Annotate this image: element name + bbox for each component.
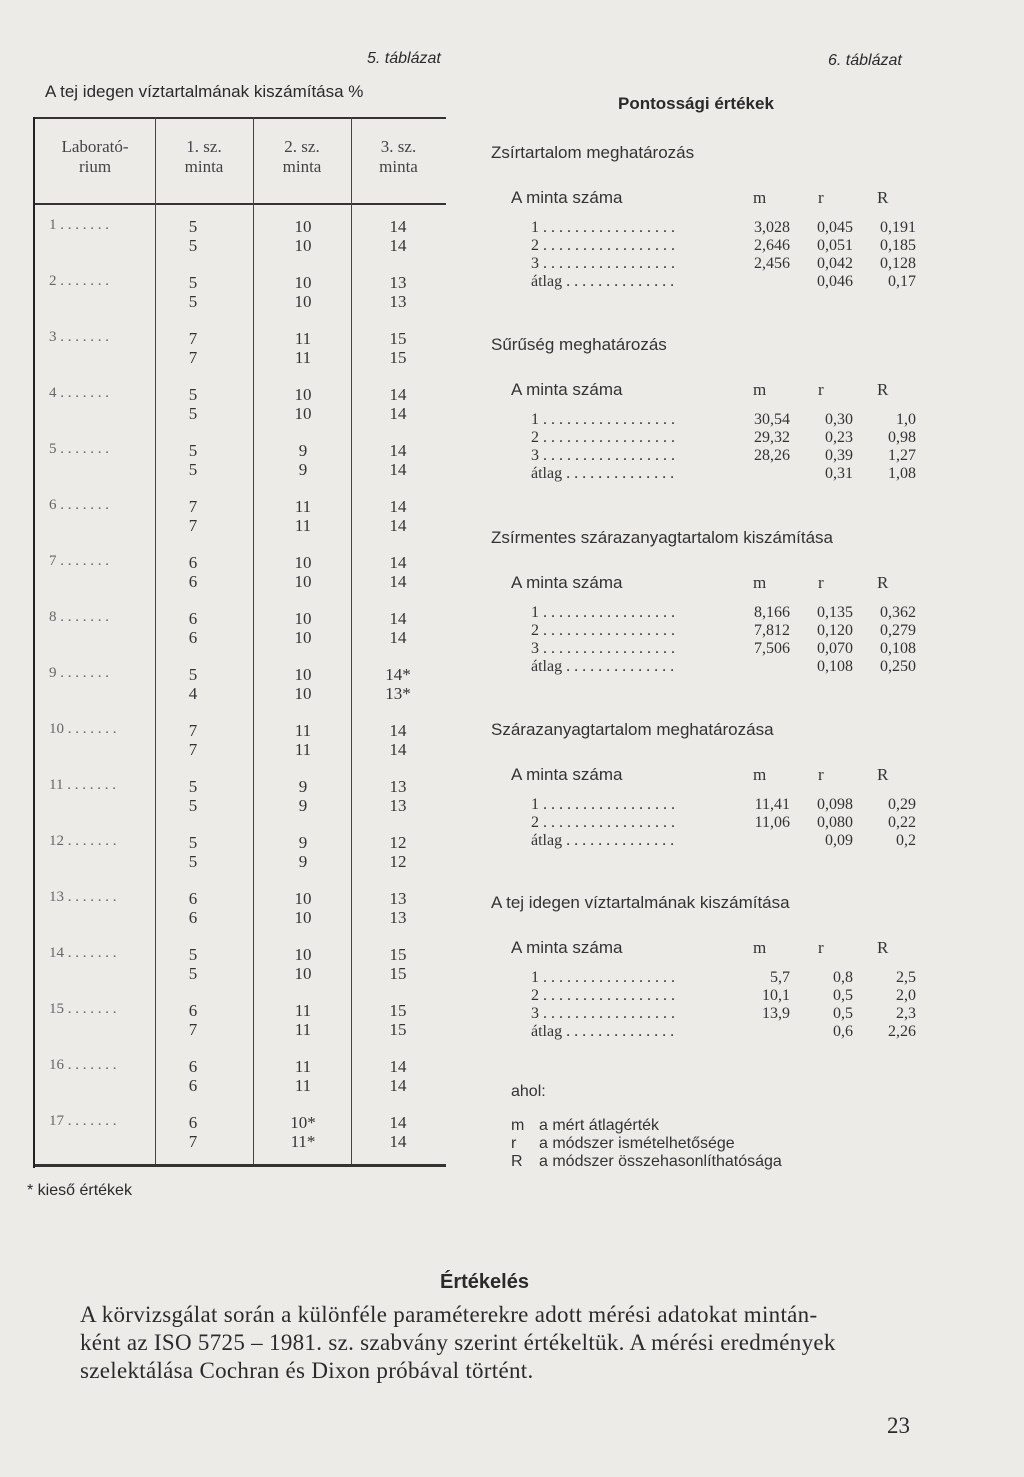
evaluation-title: Értékelés (440, 1271, 529, 1293)
cell-s2: 11 (294, 1057, 312, 1076)
col-header-r: r (818, 938, 824, 957)
cell-R: 0,191 (880, 219, 916, 236)
lab-label: 6 . . . . . . . (49, 497, 109, 513)
legend-text: a módszer összehasonlíthatósága (539, 1153, 782, 1170)
cell-s2: 11 (294, 329, 312, 348)
header-s1-line2: minta (184, 157, 224, 176)
lab-label: 16 . . . . . . . (49, 1057, 117, 1073)
cell-r: 0,042 (817, 255, 853, 272)
header-s1-line1: 1. sz. (186, 137, 222, 156)
cell-s3: 14 (389, 553, 407, 572)
cell-R: 0,362 (880, 604, 916, 621)
cell-s3: 14* (385, 665, 411, 684)
legend-symbol: R (511, 1153, 523, 1170)
row-label: 1 . . . . . . . . . . . . . . . . . (531, 219, 675, 236)
cell-s1: 5 (188, 292, 198, 311)
cell-m: 28,26 (754, 447, 790, 464)
cell-s2: 10 (294, 665, 312, 684)
cell-s1: 7 (188, 329, 198, 348)
header-s2-line2: minta (282, 157, 322, 176)
lab-label: 13 . . . . . . . (49, 889, 117, 905)
lab-label: 15 . . . . . . . (49, 1001, 117, 1017)
cell-r: 0,5 (833, 987, 853, 1004)
cell-s2: 11 (294, 1001, 312, 1020)
lab-label: 11 . . . . . . . (49, 777, 116, 793)
lab-label: 4 . . . . . . . (49, 385, 109, 401)
row-label: 2 . . . . . . . . . . . . . . . . . (531, 237, 675, 254)
cell-r: 0,5 (833, 1005, 853, 1022)
cell-r: 0,045 (817, 219, 853, 236)
cell-s1: 6 (188, 889, 198, 908)
row-label: 1 . . . . . . . . . . . . . . . . . (531, 604, 675, 621)
cell-s1: 6 (188, 1113, 198, 1132)
cell-s2: 9 (298, 852, 308, 871)
cell-s1: 5 (188, 404, 198, 423)
table5-footnote: * kieső értékek (27, 1182, 132, 1199)
col-header-r: r (818, 188, 824, 207)
cell-s3: 14 (389, 236, 407, 255)
cell-s2: 10 (294, 609, 312, 628)
cell-s1: 6 (188, 572, 198, 591)
cell-r: 0,120 (817, 622, 853, 639)
cell-s1: 7 (188, 516, 198, 535)
evaluation-line-3: szelektálása Cochran és Dixon próbával történt. (80, 1358, 534, 1383)
col-header-r: r (818, 380, 824, 399)
col-header-R: R (877, 765, 889, 784)
table5 (33, 117, 446, 1168)
col-header-m: m (753, 938, 767, 957)
cell-s1: 6 (188, 1001, 198, 1020)
table5-top-rule (33, 117, 446, 119)
row-label: 2 . . . . . . . . . . . . . . . . . (531, 622, 675, 639)
cell-s3: 14 (389, 1113, 407, 1132)
cell-r: 0,080 (817, 814, 853, 831)
cell-s1: 5 (188, 217, 198, 236)
section-title: Sűrűség meghatározás (491, 335, 667, 354)
row-label: 1 . . . . . . . . . . . . . . . . . (531, 411, 675, 428)
cell-s2: 9 (298, 777, 308, 796)
cell-s3: 15 (389, 348, 407, 367)
lab-label: 9 . . . . . . . (49, 665, 109, 681)
table5-col-divider-1 (155, 117, 156, 1164)
cell-m: 7,812 (754, 622, 790, 639)
cell-r: 0,051 (817, 237, 853, 254)
cell-m: 11,06 (754, 814, 790, 831)
cell-s3: 14 (389, 385, 407, 404)
lab-label: 7 . . . . . . . (49, 553, 109, 569)
row-label: 1 . . . . . . . . . . . . . . . . . (531, 969, 675, 986)
cell-s1: 6 (188, 628, 198, 647)
header-lab-line2: rium (78, 157, 112, 176)
cell-s1: 5 (188, 833, 198, 852)
lab-label: 3 . . . . . . . (49, 329, 109, 345)
cell-s1: 7 (188, 497, 198, 516)
cell-R: 0,2 (896, 832, 916, 849)
cell-s1: 5 (188, 796, 198, 815)
cell-s1: 5 (188, 665, 198, 684)
cell-m: 2,456 (754, 255, 790, 272)
cell-s2: 9 (298, 460, 308, 479)
col-header-R: R (877, 938, 889, 957)
cell-s1: 5 (188, 273, 198, 292)
cell-s2: 10 (294, 236, 312, 255)
col-header-r: r (818, 765, 824, 784)
col-header-m: m (753, 765, 767, 784)
cell-R: 0,185 (880, 237, 916, 254)
cell-s1: 4 (188, 684, 198, 703)
header-s3-line2: minta (379, 157, 418, 176)
legend-intro: ahol: (511, 1083, 546, 1100)
cell-R: 0,279 (880, 622, 916, 639)
cell-s3: 14 (389, 441, 407, 460)
cell-s2: 11 (294, 348, 312, 367)
cell-s1: 6 (188, 609, 198, 628)
cell-s2: 9 (298, 833, 308, 852)
cell-s1: 5 (188, 236, 198, 255)
cell-s3: 13 (389, 777, 407, 796)
cell-s1: 5 (188, 777, 198, 796)
cell-s1: 6 (188, 1076, 198, 1095)
col-header-R: R (877, 573, 889, 592)
header-s3-line1: 3. sz. (380, 137, 417, 156)
lab-label: 8 . . . . . . . (49, 609, 109, 625)
cell-s3: 14 (389, 740, 407, 759)
section-title: A tej idegen víztartalmának kiszámítása (491, 893, 790, 912)
cell-s3: 12 (389, 833, 407, 852)
cell-m: 11,41 (754, 796, 790, 813)
cell-s3: 13* (385, 684, 411, 703)
cell-s2: 11 (294, 1076, 312, 1095)
cell-s2: 10 (294, 385, 312, 404)
evaluation-line-2: ként az ISO 5725 – 1981. sz. szabvány szerint értékeltük. A mérési eredmények (80, 1330, 836, 1355)
cell-s2: 10 (294, 945, 312, 964)
cell-R: 1,0 (896, 411, 916, 428)
cell-r: 0,6 (833, 1023, 853, 1040)
col-header-sample: A minta száma (511, 938, 623, 957)
cell-s3: 15 (389, 329, 407, 348)
evaluation-line-1: A körvizsgálat során a különféle paraméterekre adott mérési adatokat mintán- (80, 1302, 818, 1327)
cell-s2: 10 (294, 889, 312, 908)
cell-s2: 10 (294, 964, 312, 983)
cell-s2: 10 (294, 628, 312, 647)
cell-s3: 13 (389, 273, 407, 292)
cell-m: 29,32 (754, 429, 790, 446)
cell-r: 0,09 (825, 832, 853, 849)
lab-label: 2 . . . . . . . (49, 273, 109, 289)
row-label: 2 . . . . . . . . . . . . . . . . . (531, 987, 675, 1004)
cell-s3: 14 (389, 404, 407, 423)
table6-title: Pontossági értékek (618, 94, 774, 113)
row-label: átlag . . . . . . . . . . . . . . (531, 658, 675, 675)
cell-m: 7,506 (754, 640, 790, 657)
section-title: Zsírmentes szárazanyagtartalom kiszámítása (491, 528, 834, 547)
cell-s2: 11* (290, 1132, 316, 1151)
table6-caption: 6. táblázat (828, 52, 902, 69)
col-header-r: r (818, 573, 824, 592)
cell-m: 10,1 (762, 987, 790, 1004)
col-header-m: m (753, 573, 767, 592)
cell-s1: 6 (188, 553, 198, 572)
section-title: Zsírtartalom meghatározás (491, 143, 695, 162)
cell-m: 5,7 (770, 969, 790, 986)
cell-r: 0,23 (825, 429, 853, 446)
lab-label: 5 . . . . . . . (49, 441, 109, 457)
cell-m: 8,166 (754, 604, 790, 621)
row-label: 3 . . . . . . . . . . . . . . . . . (531, 1005, 675, 1022)
legend-symbol: m (511, 1117, 525, 1134)
cell-s2: 11 (294, 721, 312, 740)
cell-r: 0,30 (825, 411, 853, 428)
header-sample1 (155, 137, 253, 177)
header-lab (35, 137, 155, 177)
cell-s2: 9 (298, 796, 308, 815)
cell-m: 13,9 (762, 1005, 790, 1022)
cell-s2: 10 (294, 684, 312, 703)
col-header-sample: A minta száma (511, 380, 623, 399)
col-header-R: R (877, 380, 889, 399)
cell-s3: 14 (389, 460, 407, 479)
row-label: 3 . . . . . . . . . . . . . . . . . (531, 447, 675, 464)
cell-R: 0,22 (888, 814, 916, 831)
cell-s3: 14 (389, 1057, 407, 1076)
cell-s2: 10 (294, 292, 312, 311)
cell-s3: 14 (389, 609, 407, 628)
cell-s1: 7 (188, 1020, 198, 1039)
cell-s3: 15 (389, 1001, 407, 1020)
cell-R: 0,108 (880, 640, 916, 657)
row-label: 2 . . . . . . . . . . . . . . . . . (531, 814, 675, 831)
row-label: átlag . . . . . . . . . . . . . . (531, 273, 675, 290)
cell-s1: 5 (188, 385, 198, 404)
lab-label: 17 . . . . . . . (49, 1113, 117, 1129)
table5-caption: 5. táblázat (367, 50, 441, 67)
row-label: 3 . . . . . . . . . . . . . . . . . (531, 255, 675, 272)
cell-s1: 5 (188, 945, 198, 964)
row-label: 2 . . . . . . . . . . . . . . . . . (531, 429, 675, 446)
cell-s2: 9 (298, 441, 308, 460)
cell-s3: 15 (389, 945, 407, 964)
cell-r: 0,108 (817, 658, 853, 675)
col-header-sample: A minta száma (511, 765, 623, 784)
cell-R: 0,98 (888, 429, 916, 446)
cell-R: 2,0 (896, 987, 916, 1004)
row-label: átlag . . . . . . . . . . . . . . (531, 465, 675, 482)
cell-s1: 7 (188, 721, 198, 740)
cell-r: 0,135 (817, 604, 853, 621)
cell-r: 0,098 (817, 796, 853, 813)
table5-title: A tej idegen víztartalmának kiszámítása % (45, 82, 364, 101)
cell-R: 0,17 (888, 273, 916, 290)
cell-s3: 15 (389, 1020, 407, 1039)
row-label: átlag . . . . . . . . . . . . . . (531, 832, 675, 849)
cell-s3: 13 (389, 796, 407, 815)
cell-s2: 10 (294, 273, 312, 292)
header-lab-line1: Laborató- (61, 137, 129, 156)
cell-s3: 14 (389, 1076, 407, 1095)
lab-label: 1 . . . . . . . (49, 217, 109, 233)
header-sample3 (351, 137, 446, 177)
cell-R: 1,27 (888, 447, 916, 464)
table5-col-divider-2 (253, 117, 254, 1164)
cell-s3: 14 (389, 516, 407, 535)
cell-s1: 5 (188, 852, 198, 871)
cell-s2: 10 (294, 217, 312, 236)
cell-s3: 15 (389, 964, 407, 983)
cell-s1: 7 (188, 740, 198, 759)
cell-s1: 5 (188, 441, 198, 460)
cell-r: 0,39 (825, 447, 853, 464)
header-s2-line1: 2. sz. (284, 137, 320, 156)
cell-s2: 10 (294, 572, 312, 591)
lab-label: 12 . . . . . . . (49, 833, 117, 849)
col-header-m: m (753, 380, 767, 399)
cell-s1: 5 (188, 460, 198, 479)
table5-bottom-rule (33, 1164, 446, 1167)
cell-s2: 11 (294, 740, 312, 759)
page-number: 23 (887, 1413, 910, 1438)
col-header-sample: A minta száma (511, 573, 623, 592)
cell-s2: 10 (294, 908, 312, 927)
cell-r: 0,046 (817, 273, 853, 290)
cell-s2: 11 (294, 516, 312, 535)
cell-s3: 14 (389, 628, 407, 647)
legend-text: a módszer ismételhetősége (539, 1135, 735, 1152)
header-sample2 (253, 137, 351, 177)
cell-m: 2,646 (754, 237, 790, 254)
cell-s1: 6 (188, 908, 198, 927)
cell-s3: 13 (389, 292, 407, 311)
legend-symbol: r (511, 1135, 517, 1152)
cell-s3: 12 (389, 852, 407, 871)
cell-R: 0,29 (888, 796, 916, 813)
cell-R: 2,5 (896, 969, 916, 986)
cell-s3: 14 (389, 217, 407, 236)
cell-m: 3,028 (754, 219, 790, 236)
section-title: Szárazanyagtartalom meghatározása (491, 720, 774, 739)
cell-s3: 13 (389, 889, 407, 908)
cell-s2: 11 (294, 497, 312, 516)
cell-s3: 14 (389, 572, 407, 591)
cell-s1: 5 (188, 964, 198, 983)
lab-label: 10 . . . . . . . (49, 721, 117, 737)
cell-r: 0,8 (833, 969, 853, 986)
cell-s1: 7 (188, 1132, 198, 1151)
table5-header-rule (33, 203, 446, 205)
cell-R: 0,250 (880, 658, 916, 675)
cell-s2: 10 (294, 553, 312, 572)
col-header-m: m (753, 188, 767, 207)
lab-label: 14 . . . . . . . (49, 945, 117, 961)
cell-R: 0,128 (880, 255, 916, 272)
cell-s3: 13 (389, 908, 407, 927)
cell-s2: 10* (290, 1113, 316, 1132)
cell-s2: 10 (294, 404, 312, 423)
cell-s1: 7 (188, 348, 198, 367)
col-header-R: R (877, 188, 889, 207)
cell-s3: 14 (389, 1132, 407, 1151)
table5-left-border (33, 117, 35, 1168)
cell-s3: 14 (389, 721, 407, 740)
row-label: átlag . . . . . . . . . . . . . . (531, 1023, 675, 1040)
row-label: 3 . . . . . . . . . . . . . . . . . (531, 640, 675, 657)
cell-R: 2,3 (896, 1005, 916, 1022)
cell-r: 0,070 (817, 640, 853, 657)
cell-R: 2,26 (888, 1023, 916, 1040)
cell-s2: 11 (294, 1020, 312, 1039)
row-label: 1 . . . . . . . . . . . . . . . . . (531, 796, 675, 813)
cell-R: 1,08 (888, 465, 916, 482)
cell-s3: 14 (389, 497, 407, 516)
col-header-sample: A minta száma (511, 188, 623, 207)
cell-r: 0,31 (825, 465, 853, 482)
cell-m: 30,54 (754, 411, 790, 428)
table5-col-divider-3 (351, 117, 352, 1164)
cell-s1: 6 (188, 1057, 198, 1076)
legend-text: a mért átlagérték (539, 1117, 660, 1134)
